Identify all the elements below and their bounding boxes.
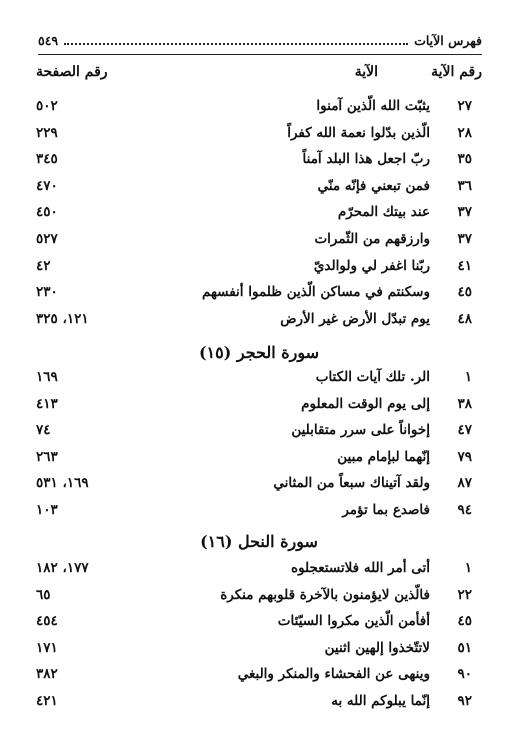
page-number: ٥٤٩ xyxy=(38,32,59,48)
verse-text: يثبّت الله الّذين آمنوا xyxy=(316,98,430,114)
verse-text: إخواناً على سرر متقابلين xyxy=(291,422,430,439)
index-row xyxy=(36,201,482,228)
verse-number: ٤٥ xyxy=(457,613,472,630)
page-reference: ١٠٣ xyxy=(36,501,58,518)
index-row xyxy=(36,393,482,420)
verse-number: ٢٢ xyxy=(457,586,472,603)
verse-text: ربّ اجعل هذا البلد آمناً xyxy=(302,151,430,168)
page-reference: ٤٥٠ xyxy=(36,204,58,221)
index-row xyxy=(36,366,482,393)
verse-number: ٩٠ xyxy=(457,666,472,683)
verse-text: فمن تبعني فإنّه منّي xyxy=(317,177,430,194)
index-row xyxy=(36,308,482,335)
verse-text: وارزقهم من الثّمرات xyxy=(314,230,430,247)
index-row xyxy=(36,419,482,446)
page-reference: ٢٢٩ xyxy=(36,124,58,141)
page-reference: ٣٤٥ xyxy=(36,151,58,168)
verse-number: ٩٢ xyxy=(457,692,472,709)
page-reference: ١٦٩، ٥٣١ xyxy=(36,475,89,492)
verse-text: وسكنتم في مساكن الّذين ظلموا أنفسهم xyxy=(201,284,430,301)
verse-number: ٤١ xyxy=(457,257,472,274)
verse-text: أفأمن الّذين مكروا السيّئات xyxy=(277,613,430,630)
page-reference: ١٦٩ xyxy=(36,369,58,385)
verse-number: ٣٥ xyxy=(457,151,472,168)
page-reference: ٤٥٤ xyxy=(36,613,58,630)
index-row xyxy=(36,690,482,717)
verse-text: إنّهما لبإمام مبين xyxy=(337,448,430,465)
verse-number: ٤٥ xyxy=(457,284,472,301)
index-row xyxy=(36,175,482,202)
page-reference: ٤٧٠ xyxy=(36,177,58,194)
verse-number: ٣٧ xyxy=(457,230,472,247)
page-reference: ٥٠٢ xyxy=(36,98,58,114)
column-header-verse-number: رقم الآية xyxy=(431,64,482,80)
verse-number: ٧٩ xyxy=(457,448,472,465)
verse-number: ٤٧ xyxy=(457,422,472,439)
page-reference: ٧٤ xyxy=(36,422,51,439)
verse-number: ٩٤ xyxy=(457,501,472,518)
page-reference: ٥٢٧ xyxy=(36,230,58,247)
verse-text: فاصدع بما تؤمر xyxy=(342,501,430,518)
section-rows-nahl xyxy=(36,557,482,717)
page-reference: ٢٦٣ xyxy=(36,448,58,465)
running-header xyxy=(38,30,482,50)
leader-dots xyxy=(64,43,408,45)
column-header-page: رقم الصفحة xyxy=(36,64,108,80)
index-row xyxy=(36,472,482,499)
verse-number: ٥١ xyxy=(457,639,472,656)
column-header-verse: الآية xyxy=(354,64,378,80)
verse-text: إنّما يبلوكم الله به xyxy=(331,692,430,709)
verse-number: ٢٨ xyxy=(457,124,472,141)
page-reference: ١٢١، ٣٢٥ xyxy=(36,310,89,327)
page-reference: ١٧٧، ١٨٢ xyxy=(36,560,89,576)
verse-text: أتى أمر الله فلاتستعجلوه xyxy=(291,560,430,576)
verse-text: يوم تبدّل الأرض غير الأرض xyxy=(280,310,430,327)
index-row xyxy=(36,255,482,282)
verse-number: ٣٦ xyxy=(457,177,472,194)
verse-number: ٣٨ xyxy=(457,395,472,412)
index-row xyxy=(36,499,482,526)
page-reference: ٦٥ xyxy=(36,586,51,603)
index-row xyxy=(36,446,482,473)
page-reference: ٣٨٢ xyxy=(36,666,58,683)
page-reference: ٤١٣ xyxy=(36,395,58,412)
column-headers xyxy=(36,64,482,86)
page-reference: ٤٢ xyxy=(36,257,51,274)
verse-number: ٤٨ xyxy=(457,310,472,327)
verse-text: إلى يوم الوقت المعلوم xyxy=(301,395,430,412)
index-row xyxy=(36,637,482,664)
section-rows-ibrahim xyxy=(36,95,482,334)
page-reference: ٤٢١ xyxy=(36,692,58,709)
page-reference: ١٧١ xyxy=(36,639,58,656)
verse-text: الر. تلك آيات الكتاب xyxy=(315,369,430,385)
verse-text: لاتتّخذوا إلهين اثنين xyxy=(324,639,430,656)
index-row xyxy=(36,663,482,690)
verse-text: الّذين بدّلوا نعمة الله كفراً xyxy=(287,124,430,141)
verse-number: ١ xyxy=(464,369,472,385)
header-rule xyxy=(38,54,482,55)
index-row xyxy=(36,610,482,637)
verse-number: ١ xyxy=(464,560,472,576)
verse-number: ٢٧ xyxy=(457,98,472,114)
verse-number: ٨٧ xyxy=(457,475,472,492)
index-row xyxy=(36,557,482,584)
verse-text: عند بيتك المحرّم xyxy=(337,204,430,221)
section-rows-hijr xyxy=(36,366,482,526)
verse-text: وينهى عن الفحشاء والمنكر والبغي xyxy=(237,666,430,683)
index-row xyxy=(36,95,482,122)
verse-text: فالّذين لايؤمنون بالآخرة قلوبهم منكرة xyxy=(220,586,430,603)
surah-title-nahl: سورة النحل (١٦) xyxy=(200,532,318,551)
index-row xyxy=(36,228,482,255)
verse-text: ربّنا اغفر لي ولوالديّ xyxy=(313,257,430,274)
index-row xyxy=(36,148,482,175)
running-header-title: فهرس الآيات xyxy=(414,32,482,48)
index-row xyxy=(36,281,482,308)
index-row xyxy=(36,584,482,611)
verse-number: ٣٧ xyxy=(457,204,472,221)
surah-title-hijr: سورة الحجر (١٥) xyxy=(198,343,320,362)
index-row xyxy=(36,122,482,149)
verse-text: ولقد آتيناك سبعاً من المثاني xyxy=(273,475,430,492)
page-reference: ٢٣٠ xyxy=(36,284,58,301)
